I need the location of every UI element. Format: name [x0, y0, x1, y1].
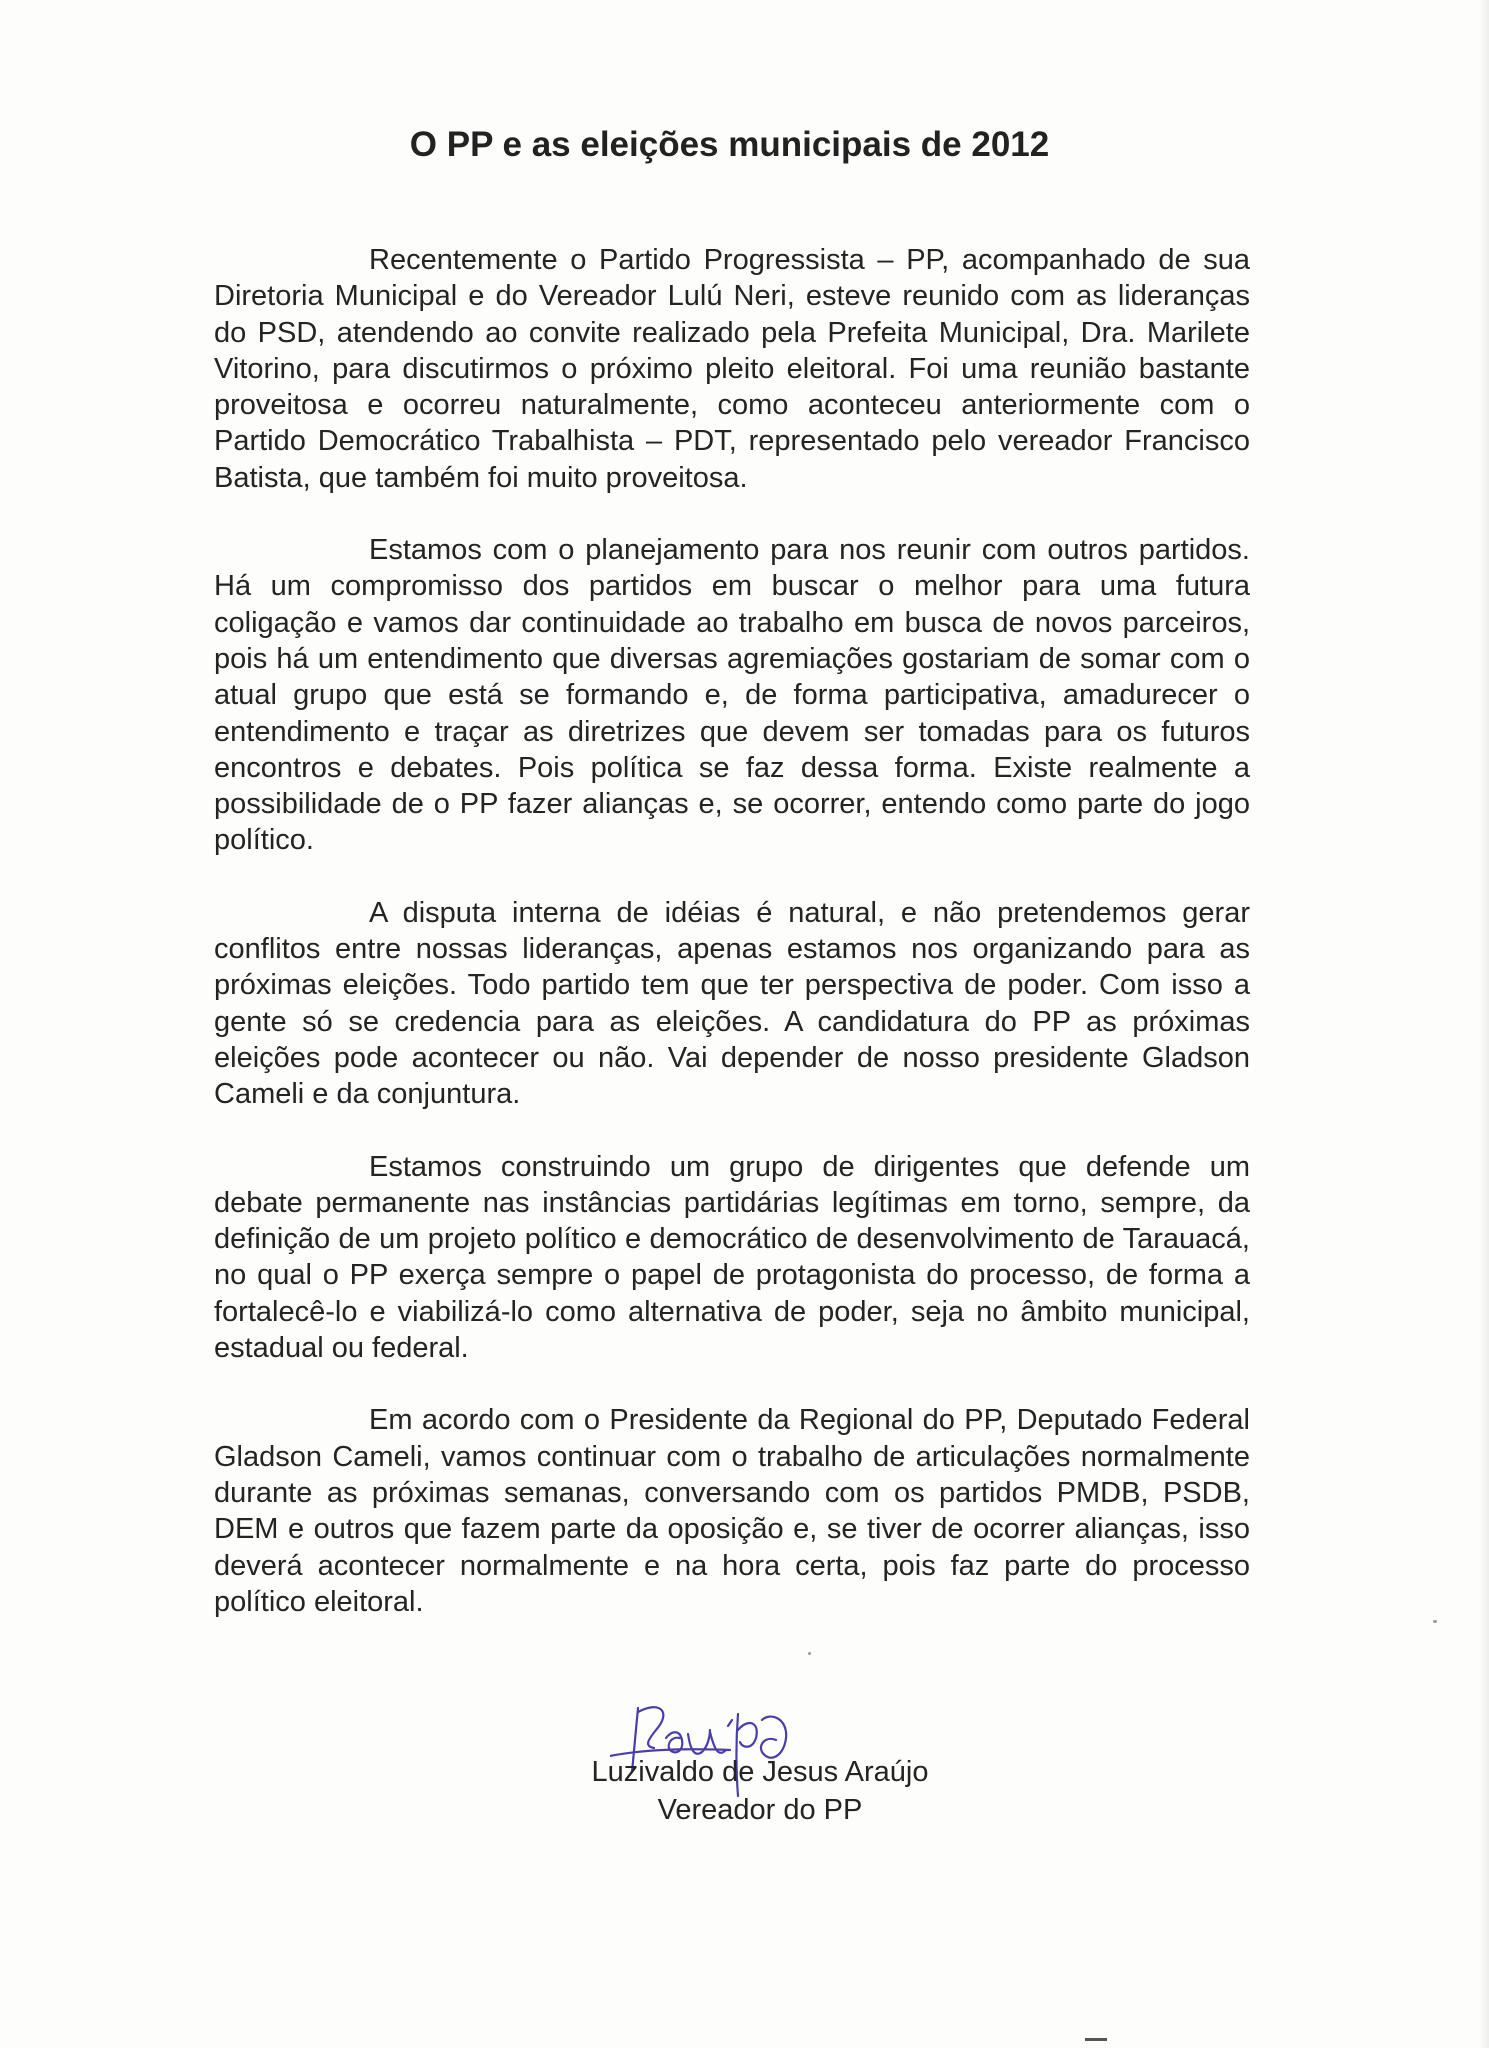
- page-edge-shadow: [1479, 0, 1489, 2048]
- scan-speck: [808, 1652, 811, 1655]
- paragraph-4: Estamos construindo um grupo de dirigentes que defende um debate permanente nas instâncias partidárias legítimas em torno, sempre, da definição de um projeto político e democrático de desenvolvimento de Tarauacá, no qual o PP exerça sempre o papel de protagonista do processo, de forma a fortalecê-lo e viabilizá-lo como alternativa de poder, seja no âmbito municipal, estadual ou federal.: [214, 1150, 1250, 1365]
- document-body: [214, 242, 1250, 1656]
- paragraph-3: A disputa interna de idéias é natural, e não pretendemos gerar conflitos entre nossas lideranças, apenas estamos nos organizando para as próximas eleições. Todo partido tem que ter perspectiva de poder. Com isso a gente só se credencia para as eleições. A candidatura do PP as próximas eleições pode acontecer ou não. Vai depender de nosso presidente Gladson Cameli e da conjuntura.: [214, 896, 1250, 1111]
- signer-name: Luzivaldo de Jesus Araújo: [591, 1756, 929, 1788]
- paragraph-5: Em acordo com o Presidente da Regional do PP, Deputado Federal Gladson Cameli, vamos continuar com o trabalho de articulações normalmente durante as próximas semanas, conversando com os partidos PMDB, PSDB, DEM e outros que fazem parte da oposição e, se tiver de ocorrer alianças, isso deverá acontecer normalmente e na hora certa, pois faz parte do processo político eleitoral.: [214, 1404, 1250, 1618]
- scan-speck: [1433, 1620, 1437, 1623]
- scan-mark: [1085, 2038, 1107, 2051]
- signature-block: [540, 1690, 980, 1850]
- document-title: O PP e as eleições municipais de 2012: [409, 125, 1050, 164]
- paragraph-1: Recentemente o Partido Progressista – PP, acompanhado de sua Diretoria Municipal e do Vereador Lulú Neri, esteve reunido com as lideranças do PSD, atendendo ao convite realizado pela Prefeita Municipal, Dra. Marilete Vitorino, para discutirmos o próximo pleito eleitoral. Foi uma reunião bastante proveitosa e ocorreu naturalmente, como aconteceu anteriormente com o Partido Democrático Trabalhista – PDT, representado pelo vereador Francisco Batista, que também foi muito proveitosa.: [214, 244, 1250, 494]
- signer-role: Vereador do PP: [657, 1794, 863, 1826]
- paragraph-2: Estamos com o planejamento para nos reunir com outros partidos. Há um compromisso dos partidos em buscar o melhor para uma futura coligação e vamos dar continuidade ao trabalho em busca de novos parceiros, pois há um entendimento que diversas agremiações gostariam de somar com o atual grupo que está se formando e, de forma participativa, amadurecer o entendimento e traçar as diretrizes que devem ser tomadas para os futuros encontros e debates. Pois política se faz dessa forma. Existe realmente a possibilidade de o PP fazer alianças e, se ocorrer, entendo como parte do jogo político.: [214, 534, 1250, 857]
